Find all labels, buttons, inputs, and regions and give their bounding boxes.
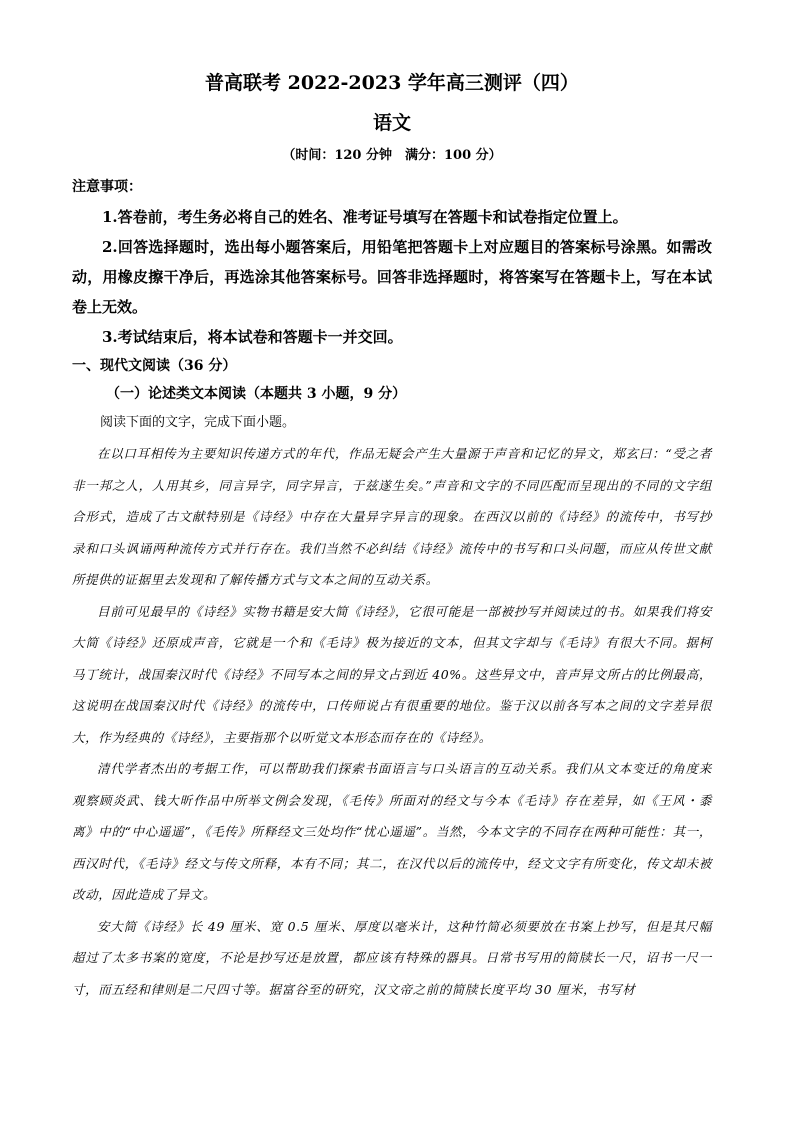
notice-item-2: 2.回答选择题时，选出每小题答案后，用铅笔把答题卡上对应题目的答案标号涂黑。如需改动，用橡皮擦干净后，再选涂其他答案标号。回答非选择题时，将答案写在答题卡上，写在本试卷上无效。 <box>72 238 712 316</box>
section-heading: 一、现代文阅读（36 分） <box>72 358 237 374</box>
passage-paragraph-4: 安大简《诗经》长 49 厘米、宽 0.5 厘米、厚度以毫米计，这种竹简必须要放在书案上抄写，但是其尺幅超过了太多书案的宽度，不论是抄写还是放置，都应该有特殊的器具。日常书写用的简牍长一尺，诏书一尺一寸，而五经和律则是二尺四寸等。据富谷至的研究，汉文帝之前的简牍长度平均 30 厘米，书写材 <box>72 918 712 997</box>
subject-title: 语文 <box>372 112 411 134</box>
reading-instruction: 阅读下面的文字，完成下面小题。 <box>100 415 296 430</box>
exam-time-score: （时间：120 分钟 满分：100 分） <box>282 148 502 163</box>
notice-item-3: 3.考试结束后，将本试卷和答题卡一并交回。 <box>102 328 403 346</box>
exam-title: 普高联考 2022-2023 学年高三测评（四） <box>205 72 579 94</box>
notice-heading: 注意事项： <box>72 179 142 195</box>
passage-paragraph-3: 清代学者杰出的考据工作，可以帮助我们探索书面语言与口头语言的互动关系。我们从文本变迁的角度来观察顾炎武、钱大昕作品中所举文例会发现，《毛传》所面对的经文与今本《毛诗》存在差异，如《王风・黍离》中的“中心遥遥”，《毛传》所释经文三处均作“忧心遥遥”。当然，今本文字的不同存在两种可能性：其一，西汉时代，《毛诗》经文与传文所释，本有不同；其二，在汉代以后的流传中，经文文字有所变化，传文却未被改动，因此造成了异文。 <box>72 761 712 902</box>
passage-paragraph-1: 在以口耳相传为主要知识传递方式的年代，作品无疑会产生大量源于声音和记忆的异文，郑玄曰：“受之者非一邦之人，人用其乡，同言异字，同字异言，于兹遂生矣。”声音和文字的不同匹配而呈现出的不同的文字组合形式，造成了古文献特别是《诗经》中存在大量异字异言的现象。在西汉以前的《诗经》的流传中，书写抄录和口头讽诵两种流传方式并行存在。我们当然不必纠结《诗经》流传中的书写和口头问题，而应从传世文献所提供的证据里去发现和了解传播方式与文本之间的互动关系。 <box>72 446 712 587</box>
subsection-heading: （一）论述类文本阅读（本题共 3 小题，9 分） <box>106 386 407 402</box>
notice-item-1: 1.答卷前，考生务必将自己的姓名、准考证号填写在答题卡和试卷指定位置上。 <box>102 208 628 226</box>
passage-paragraph-2: 目前可见最早的《诗经》实物书籍是安大简《诗经》，它很可能是一部被抄写并阅读过的书。如果我们将安大简《诗经》还原成声音，它就是一个和《毛诗》极为接近的文本，但其文字却与《毛诗》有很大不同。据柯马丁统计，战国秦汉时代《诗经》不同写本之间的异文占到近 40%。这些异文中，音声异文所占的比例最高，这说明在战国秦汉时代《诗经》的流传中，口传师说占有很重要的地位。鉴于汉以前各写本之间的文字差异很大，作为经典的《诗经》，主要指那个以听觉文本形态而存在的《诗经》。 <box>72 603 712 745</box>
